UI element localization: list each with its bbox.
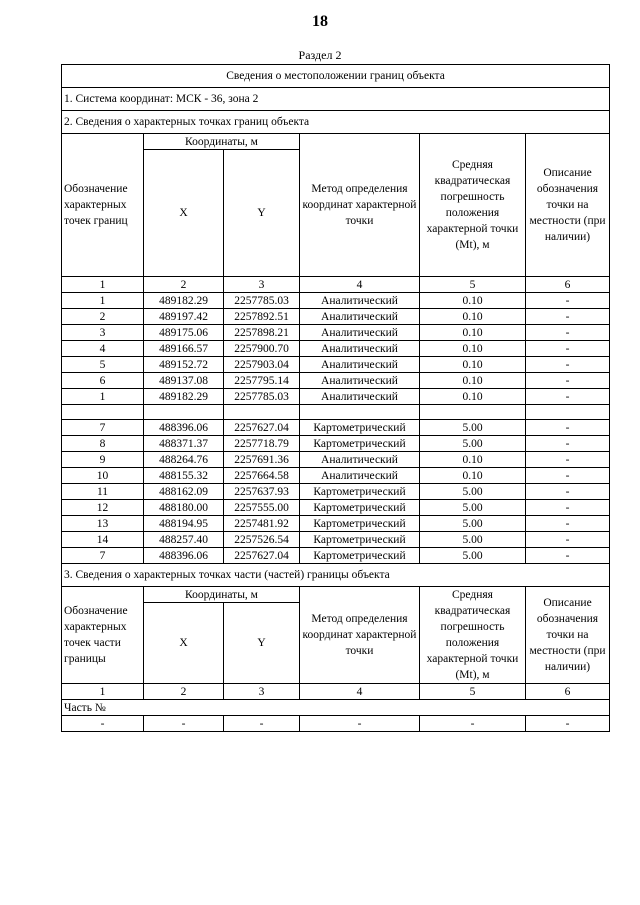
point-cell-2: 489152.72 — [144, 357, 224, 373]
point-cell-6: - — [526, 357, 610, 373]
point-cell-3: 2257795.14 — [224, 373, 300, 389]
point-cell-4: Картометрический — [300, 420, 420, 436]
point-cell-2: 488396.06 — [144, 548, 224, 564]
point-cell-5: 5.00 — [420, 420, 526, 436]
point-cell-5: 5.00 — [420, 548, 526, 564]
table-row — [62, 389, 610, 405]
point-cell-1: 1 — [62, 389, 144, 405]
colnum-cell-1: 1 — [62, 277, 144, 293]
point-cell-5: 0.10 — [420, 452, 526, 468]
point-cell-3: 2257555.00 — [224, 500, 300, 516]
part3-title: 3. Сведения о характерных точках части (частей) границы объекта — [62, 564, 610, 587]
table-row — [62, 373, 610, 389]
point-cell-3: 2257691.36 — [224, 452, 300, 468]
point-cell-4: Аналитический — [300, 452, 420, 468]
section-title: Раздел 2 — [298, 48, 342, 62]
part2-title: 2. Сведения о характерных точках границ объекта — [62, 111, 610, 134]
header-accuracy: Средняя квадратическая погрешность положения характерной точки (Mt), м — [420, 134, 526, 277]
point-cell-1: 3 — [62, 325, 144, 341]
header-point-part: Обозначение характерных точек части границы — [62, 587, 144, 684]
point-cell-1: 12 — [62, 500, 144, 516]
table-row — [62, 420, 610, 436]
table-row — [62, 357, 610, 373]
point-cell-5: 0.10 — [420, 309, 526, 325]
point-cell-2: 489182.29 — [144, 293, 224, 309]
point-cell-2: 489166.57 — [144, 341, 224, 357]
point-cell-6: - — [526, 484, 610, 500]
point-cell-3: 2257627.04 — [224, 420, 300, 436]
point-cell-6: - — [526, 373, 610, 389]
point-cell-6: - — [526, 516, 610, 532]
point-cell-4: Аналитический — [300, 389, 420, 405]
header-coords: Координаты, м — [144, 134, 300, 150]
colnum-part-cell-6: 6 — [526, 684, 610, 700]
part-label: Часть № — [62, 700, 610, 716]
point-cell-6: - — [526, 436, 610, 452]
colnum-part-cell-4: 4 — [300, 684, 420, 700]
table-row — [62, 436, 610, 452]
point-cell-6: - — [526, 420, 610, 436]
point-cell-4: Картометрический — [300, 436, 420, 452]
point-cell-6: - — [526, 341, 610, 357]
header-x-part: X — [144, 603, 224, 684]
point-cell-4: Картометрический — [300, 484, 420, 500]
table-row — [62, 516, 610, 532]
colnum-cell-2: 2 — [144, 277, 224, 293]
colnum-part-cell-2: 2 — [144, 684, 224, 700]
point-cell-3: 2257718.79 — [224, 436, 300, 452]
point-cell-3: 2257664.58 — [224, 468, 300, 484]
table-row — [62, 341, 610, 357]
point-cell-1: 10 — [62, 468, 144, 484]
table-row — [62, 532, 610, 548]
point-cell-3: 2257526.54 — [224, 532, 300, 548]
empty-cell-2: - — [144, 716, 224, 732]
point-cell-4: Аналитический — [300, 373, 420, 389]
point-cell-1: 7 — [62, 548, 144, 564]
point-cell-1: 11 — [62, 484, 144, 500]
point-cell-5: 5.00 — [420, 484, 526, 500]
boundary-table — [61, 64, 610, 732]
point-cell-2: 489197.42 — [144, 309, 224, 325]
point-cell-6: - — [526, 532, 610, 548]
point-cell-4: Аналитический — [300, 468, 420, 484]
header-desc: Описание обозначения точки на местности (при наличии) — [526, 134, 610, 277]
point-cell-2: 488371.37 — [144, 436, 224, 452]
header-desc-part: Описание обозначения точки на местности (при наличии) — [526, 587, 610, 684]
point-cell-4: Картометрический — [300, 516, 420, 532]
point-cell-1: 7 — [62, 420, 144, 436]
point-cell-2: 489175.06 — [144, 325, 224, 341]
empty-cell-3: - — [224, 716, 300, 732]
header-method: Метод определения координат характерной точки — [300, 134, 420, 277]
point-cell-4: Картометрический — [300, 548, 420, 564]
colnum-cell-5: 5 — [420, 277, 526, 293]
table-row — [62, 325, 610, 341]
empty-part-row — [62, 716, 610, 732]
point-cell-5: 0.10 — [420, 373, 526, 389]
point-cell-1: 8 — [62, 436, 144, 452]
point-cell-1: 14 — [62, 532, 144, 548]
point-cell-6: - — [526, 468, 610, 484]
point-cell-3: 2257637.93 — [224, 484, 300, 500]
point-cell-1: 5 — [62, 357, 144, 373]
point-cell-4: Аналитический — [300, 341, 420, 357]
colnum-part-cell-1: 1 — [62, 684, 144, 700]
point-cell-6: - — [526, 548, 610, 564]
point-cell-2: 488155.32 — [144, 468, 224, 484]
point-cell-1: 2 — [62, 309, 144, 325]
point-cell-2: 488257.40 — [144, 532, 224, 548]
point-cell-5: 0.10 — [420, 341, 526, 357]
point-cell-3: 2257785.03 — [224, 389, 300, 405]
empty-cell-5: - — [420, 716, 526, 732]
page-number: 18 — [312, 13, 328, 30]
point-cell-6: - — [526, 452, 610, 468]
point-cell-3: 2257892.51 — [224, 309, 300, 325]
empty-cell-4: - — [300, 716, 420, 732]
point-cell-4: Аналитический — [300, 357, 420, 373]
column-numbers-row-part — [62, 684, 610, 700]
table-row — [62, 484, 610, 500]
point-cell-5: 5.00 — [420, 500, 526, 516]
group-separator — [62, 405, 610, 420]
point-cell-4: Картометрический — [300, 532, 420, 548]
table-row — [62, 452, 610, 468]
header-y-part: Y — [224, 603, 300, 684]
point-cell-4: Аналитический — [300, 309, 420, 325]
point-cell-5: 0.10 — [420, 293, 526, 309]
point-cell-3: 2257898.21 — [224, 325, 300, 341]
point-cell-6: - — [526, 293, 610, 309]
point-cell-4: Картометрический — [300, 500, 420, 516]
point-cell-3: 2257900.70 — [224, 341, 300, 357]
point-cell-3: 2257903.04 — [224, 357, 300, 373]
point-cell-3: 2257627.04 — [224, 548, 300, 564]
header-coords-part: Координаты, м — [144, 587, 300, 603]
header-point: Обозначение характерных точек границ — [62, 134, 144, 277]
header-method-part: Метод определения координат характерной точки — [300, 587, 420, 684]
point-cell-5: 0.10 — [420, 325, 526, 341]
empty-cell-6: - — [526, 716, 610, 732]
empty-cell-1: - — [62, 716, 144, 732]
point-cell-4: Аналитический — [300, 325, 420, 341]
point-cell-5: 5.00 — [420, 436, 526, 452]
colnum-cell-3: 3 — [224, 277, 300, 293]
colnum-part-cell-5: 5 — [420, 684, 526, 700]
colnum-part-cell-3: 3 — [224, 684, 300, 700]
point-cell-2: 488162.09 — [144, 484, 224, 500]
table-title: Сведения о местоположении границ объекта — [62, 65, 610, 88]
point-cell-4: Аналитический — [300, 293, 420, 309]
point-cell-1: 13 — [62, 516, 144, 532]
table-row — [62, 468, 610, 484]
header-accuracy-part: Средняя квадратическая погрешность положения характерной точки (Mt), м — [420, 587, 526, 684]
table-row — [62, 500, 610, 516]
point-cell-5: 0.10 — [420, 468, 526, 484]
point-cell-5: 0.10 — [420, 357, 526, 373]
point-cell-6: - — [526, 309, 610, 325]
table-row — [62, 293, 610, 309]
point-cell-6: - — [526, 325, 610, 341]
table-row — [62, 548, 610, 564]
header-y: Y — [224, 150, 300, 277]
point-cell-2: 488396.06 — [144, 420, 224, 436]
point-cell-1: 6 — [62, 373, 144, 389]
point-cell-1: 4 — [62, 341, 144, 357]
point-cell-5: 0.10 — [420, 389, 526, 405]
point-cell-2: 489137.08 — [144, 373, 224, 389]
point-cell-3: 2257481.92 — [224, 516, 300, 532]
point-cell-2: 489182.29 — [144, 389, 224, 405]
point-cell-5: 5.00 — [420, 516, 526, 532]
point-cell-5: 5.00 — [420, 532, 526, 548]
table-row — [62, 309, 610, 325]
point-cell-6: - — [526, 389, 610, 405]
point-cell-2: 488180.00 — [144, 500, 224, 516]
point-cell-3: 2257785.03 — [224, 293, 300, 309]
colnum-cell-6: 6 — [526, 277, 610, 293]
column-numbers-row — [62, 277, 610, 293]
point-cell-2: 488264.76 — [144, 452, 224, 468]
coord-system: 1. Система координат: МСК - 36, зона 2 — [62, 88, 610, 111]
point-cell-6: - — [526, 500, 610, 516]
colnum-cell-4: 4 — [300, 277, 420, 293]
point-cell-1: 9 — [62, 452, 144, 468]
point-cell-1: 1 — [62, 293, 144, 309]
header-x: X — [144, 150, 224, 277]
point-cell-2: 488194.95 — [144, 516, 224, 532]
